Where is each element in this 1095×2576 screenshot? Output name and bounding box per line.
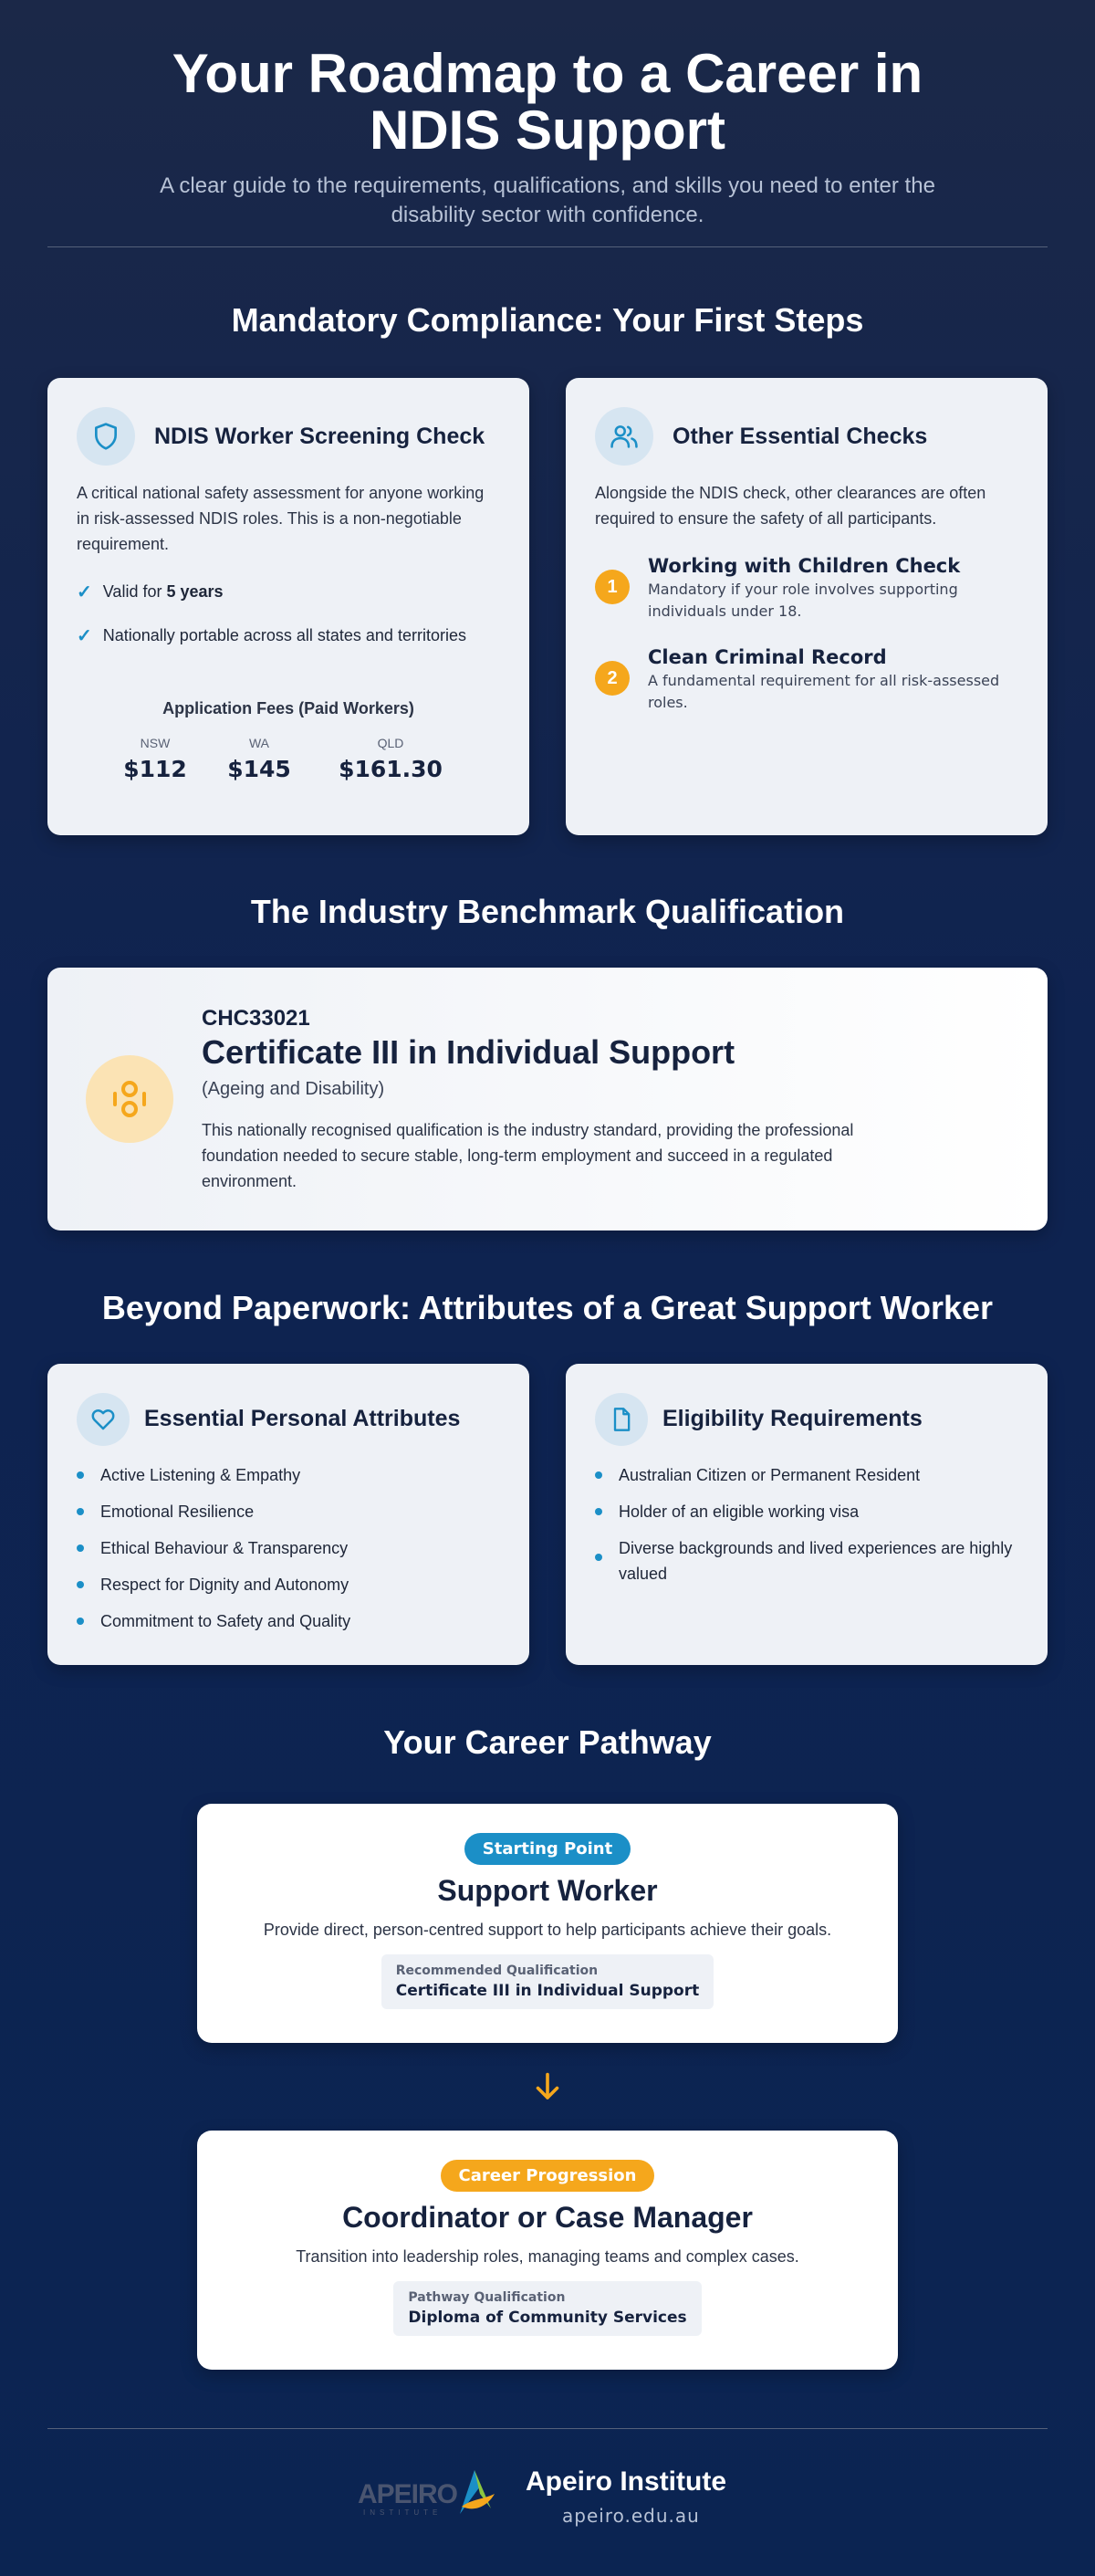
qualification-description: This nationally recognised qualification is the industry standard, providing the professional foundation needed to secure stable, long-term employment and succeed in a regulated environment.	[202, 1121, 854, 1190]
coordinator-text: Transition into leadership roles, managing teams and complex cases.	[296, 2247, 799, 2266]
attributes-section-title: Beyond Paperwork: Attributes of a Great Support Worker	[101, 1289, 994, 1326]
pathway-section-title: Your Career Pathway	[383, 1723, 712, 1761]
criminal-record-title: Clean Criminal Record	[648, 646, 887, 668]
arrow-down-icon	[531, 2070, 564, 2108]
apeiro-logo: APEIRO INSTITUTE	[358, 2466, 496, 2525]
list-item: Diverse backgrounds and lived experiences are highly valued	[595, 1535, 1015, 1586]
users-icon	[595, 407, 653, 466]
wwcc-text: Mandatory if your role involves supporting individuals under 18.	[648, 581, 958, 620]
check-icon: ✓	[77, 582, 92, 602]
list-item: Emotional Resilience	[77, 1499, 254, 1524]
institute-name: Apeiro Institute	[526, 2466, 727, 2497]
pathway-qualification: Pathway Qualification Diploma of Community Services	[393, 2281, 701, 2336]
header-divider	[47, 246, 1048, 247]
screening-card	[47, 378, 529, 835]
other-checks-title: Other Essential Checks	[673, 424, 928, 449]
header	[47, 0, 1048, 247]
pathway-step-support-worker	[197, 1804, 898, 2043]
number-badge-2: 2	[595, 661, 630, 696]
recommended-qualification: Recommended Qualification Certificate III in Individual Support	[381, 1954, 714, 2009]
fee-nsw: NSW $112	[123, 736, 187, 782]
list-item: Holder of an eligible working visa	[595, 1499, 859, 1524]
list-item: Active Listening & Empathy	[77, 1462, 300, 1488]
screening-point-portable: ✓ Nationally portable across all states and territories	[77, 626, 466, 646]
compliance-section-title: Mandatory Compliance: Your First Steps	[231, 301, 864, 339]
qualification-code: CHC33021	[202, 1006, 310, 1031]
coordinator-title: Coordinator or Case Manager	[342, 2201, 753, 2234]
criminal-record-text: A fundamental requirement for all risk-assessed roles.	[648, 672, 1000, 711]
qualification-stream: (Ageing and Disability)	[202, 1079, 385, 1099]
page-title: Your Roadmap to a Career in NDIS Support	[172, 43, 923, 161]
page-subtitle: A clear guide to the requirements, qualifications, and skills you need to enter the disability sector with confidence.	[160, 173, 935, 227]
screening-title: NDIS Worker Screening Check	[154, 424, 485, 449]
screening-description: A critical national safety assessment for anyone working in risk-assessed NDIS roles. This is a non-negotiable requirement.	[77, 484, 485, 553]
personal-attributes-card	[47, 1364, 529, 1665]
support-worker-text: Provide direct, person-centred support to help participants achieve their goals.	[263, 1921, 832, 1939]
support-worker-title: Support Worker	[437, 1874, 658, 1907]
fees-title: Application Fees (Paid Workers)	[162, 699, 414, 717]
document-icon	[595, 1393, 648, 1446]
check-icon: ✓	[77, 626, 92, 646]
footer-divider	[47, 2428, 1048, 2429]
eligibility-title: Eligibility Requirements	[662, 1406, 923, 1431]
starting-point-badge: Starting Point	[464, 1833, 631, 1865]
fee-qld: QLD $161.30	[339, 736, 443, 782]
qualification-name: Certificate III in Individual Support	[202, 1033, 735, 1071]
heart-icon	[77, 1393, 130, 1446]
list-item: Commitment to Safety and Quality	[77, 1608, 350, 1634]
certificate-icon	[86, 1055, 173, 1143]
list-item: Australian Citizen or Permanent Resident	[595, 1462, 920, 1488]
fee-wa: WA $145	[227, 736, 291, 782]
shield-icon	[77, 407, 135, 466]
benchmark-card	[47, 968, 1048, 1230]
list-item: Respect for Dignity and Autonomy	[77, 1572, 349, 1597]
number-badge-1: 1	[595, 570, 630, 604]
eligibility-card	[566, 1364, 1048, 1665]
pathway-step-coordinator	[197, 2131, 898, 2370]
benchmark-section-title: The Industry Benchmark Qualification	[250, 893, 845, 930]
other-checks-card	[566, 378, 1048, 835]
website-link[interactable]: apeiro.edu.au	[562, 2505, 700, 2527]
screening-point-validity: ✓ Valid for 5 years	[77, 582, 224, 602]
career-progression-badge: Career Progression	[441, 2160, 655, 2192]
list-item: Ethical Behaviour & Transparency	[77, 1535, 348, 1561]
other-checks-description: Alongside the NDIS check, other clearances are often required to ensure the safety of all participants.	[595, 484, 986, 528]
wwcc-title: Working with Children Check	[648, 555, 961, 577]
personal-attributes-title: Essential Personal Attributes	[144, 1406, 461, 1431]
